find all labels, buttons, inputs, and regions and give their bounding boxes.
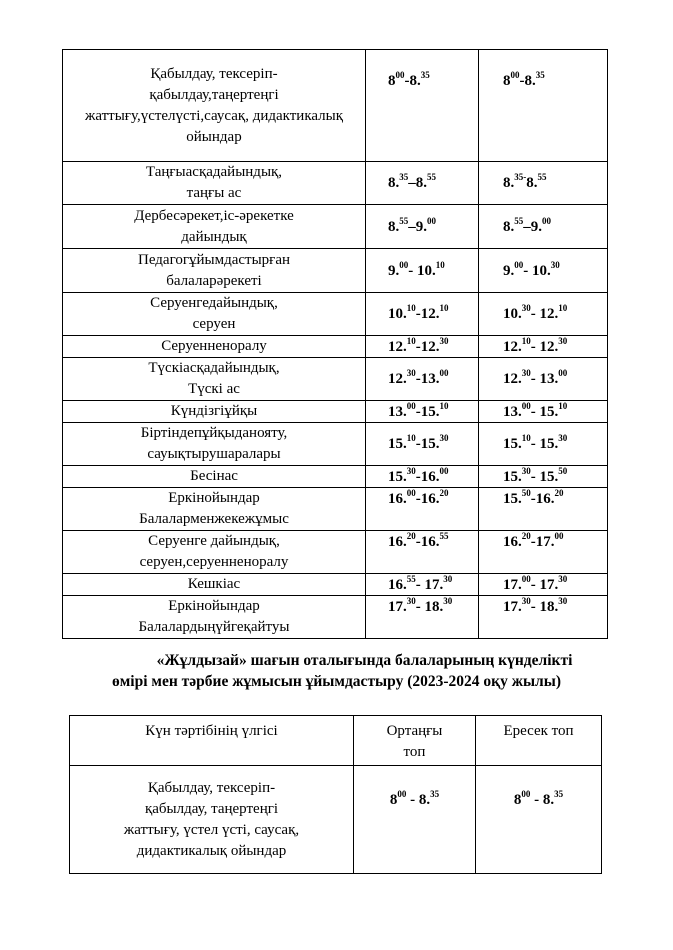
schedule-row [63, 596, 608, 639]
time-minutes: 55 [406, 574, 416, 584]
time-minutes: 30 [550, 259, 560, 270]
time-text: 15.50-16.20 [503, 488, 564, 507]
activity-line: Еркінойындар [168, 490, 260, 506]
time-text: 8.55–9.00 [503, 215, 551, 235]
time-minutes: 30 [406, 368, 416, 378]
activity-line: Серуенненоралу [161, 338, 267, 354]
time-minutes: 35 [554, 789, 564, 799]
time-minutes: 10 [521, 433, 531, 443]
activity-line: жаттығу,үстелүсті,саусақ, дидактикалық [84, 107, 344, 124]
time-minutes: 00 [427, 215, 436, 226]
activity-line: Таңғыасқадайындық, [145, 164, 283, 180]
senior-group-time [479, 423, 608, 466]
time-minutes: 35 [420, 70, 430, 80]
activity-cell [63, 293, 366, 336]
senior-group-time [479, 205, 608, 249]
time-minutes: 20 [521, 531, 531, 541]
time-minutes: 50 [558, 465, 568, 476]
time-minutes: 00 [521, 400, 531, 411]
activity-cell [63, 205, 366, 249]
time-minutes: 00 [439, 465, 449, 476]
time-text: 13.00- 15.10 [503, 400, 568, 420]
time-minutes: 30 [439, 335, 449, 346]
time-text: 9.00- 10.30 [503, 259, 560, 279]
schedule-row [63, 336, 608, 358]
header-middle-group [354, 716, 476, 766]
time-minutes: 30 [406, 465, 416, 476]
time-minutes: 30 [558, 335, 568, 346]
time-minutes: 55 [399, 215, 409, 226]
senior-group-time [479, 358, 608, 401]
time-minutes: 20 [554, 488, 564, 498]
activity-line: Кешкіас [187, 576, 241, 592]
schedule-row [63, 401, 608, 423]
activity-line: Балалардыңүйгеқайтуы [138, 619, 290, 635]
activity-line: серуен,серуенненоралу [139, 554, 289, 570]
schedule-row [63, 249, 608, 293]
middle-group-time [366, 531, 479, 574]
activity-line: Дербесәрекет,іс-әрекетке [134, 207, 294, 224]
middle-group-time [366, 488, 479, 531]
header-middle-group-text: Ортаңғы топ [386, 723, 443, 760]
activity-line: Түскі ас [188, 381, 240, 397]
activity-cell [63, 358, 366, 401]
activity-line: жаттығу, үстел үсті, саусақ, [123, 821, 300, 838]
middle-group-time [366, 50, 479, 162]
time-text: $8^{00}-8.35$ [388, 70, 430, 89]
middle-group-time [366, 249, 479, 293]
senior-group-time [479, 531, 608, 574]
time-text: 16.20-16.55 [388, 531, 449, 550]
time-minutes: 30 [521, 465, 531, 476]
middle-group-time [366, 401, 479, 423]
time-minutes: 30 [439, 433, 449, 443]
time-minutes: 00 [521, 574, 531, 584]
middle-group-time [354, 766, 476, 874]
activity-cell [63, 401, 366, 423]
time-minutes: 00 [406, 488, 416, 498]
schedule-row [63, 574, 608, 596]
section-heading-line-1: «Жұлдызай» шағын оталығында балаларының күнделікті [156, 652, 573, 669]
activity-line: Түскіасқадайындық, [148, 360, 280, 376]
senior-group-time [476, 766, 602, 874]
time-minutes: 00 [558, 368, 568, 378]
time-text: 13.00-15.10 [388, 400, 449, 420]
senior-group-time [479, 596, 608, 639]
time-minutes: 30 [443, 596, 453, 606]
header-senior-group: Ересек топ [476, 716, 602, 766]
activity-cell [63, 249, 366, 293]
time-text: $8^{00} - 8.35$ [389, 789, 440, 808]
activity-cell [63, 574, 366, 596]
activity-line: Балаларменжекежұмыс [139, 511, 289, 527]
time-minutes: 30 [558, 433, 568, 443]
time-minutes: 00 [439, 368, 449, 378]
middle-group-time [366, 423, 479, 466]
senior-group-time [479, 50, 608, 162]
schedule-row [63, 488, 608, 531]
time-minutes: 10 [521, 335, 531, 346]
middle-group-time [366, 293, 479, 336]
schedule-row [63, 50, 608, 162]
activity-line: ойындар [186, 128, 242, 145]
time-minutes: 00 [554, 531, 564, 541]
time-minutes: 10 [406, 433, 416, 443]
time-text: 8.$^{35-}$8.55 [503, 172, 547, 191]
time-text: $8^{00}-8.35$ [503, 70, 545, 89]
time-minutes: 00 [395, 70, 405, 80]
time-minutes: 00 [521, 789, 531, 799]
time-minutes: 55 [537, 172, 547, 182]
schedule-row [63, 293, 608, 336]
time-minutes: 30 [521, 596, 531, 606]
activity-cell [63, 531, 366, 574]
activity-line: Педагогұйымдастырған [137, 251, 291, 268]
time-text: 12.30-13.00 [388, 368, 449, 387]
activity-line: балаларәрекеті [166, 272, 262, 289]
schedule-row [63, 531, 608, 574]
activity-line: Серуенге дайындық, [148, 533, 280, 549]
time-text: 10.10-12.10 [388, 303, 449, 322]
middle-group-time [366, 574, 479, 596]
time-minutes: 00 [542, 215, 551, 226]
time-minutes: 00 [397, 789, 407, 799]
middle-group-time [366, 205, 479, 249]
time-minutes: 10 [439, 303, 449, 313]
time-text: $8^{00} - 8.35$ [513, 789, 564, 808]
time-minutes: 30 [443, 574, 453, 584]
activity-line: Қабылдау, тексеріп- [150, 65, 278, 82]
time-minutes: 35- [514, 172, 527, 182]
time-minutes: 00 [514, 259, 524, 270]
senior-group-time [479, 488, 608, 531]
section-heading [0, 650, 673, 692]
time-minutes: 35 [430, 789, 440, 799]
time-text: 15.10- 15.30 [503, 433, 568, 452]
time-minutes: 50 [521, 488, 531, 498]
time-minutes: 55 [427, 172, 436, 182]
activity-line: сауықтырушаралары [147, 446, 281, 462]
time-minutes: 35 [535, 70, 545, 80]
schedule-row [63, 162, 608, 205]
time-minutes: 10 [406, 303, 416, 313]
time-text: 15.10-15.30 [388, 433, 449, 452]
activity-cell [63, 162, 366, 205]
activity-line: дидактикалық ойындар [136, 842, 287, 859]
time-minutes: 55 [439, 531, 449, 541]
time-minutes: 20 [439, 488, 449, 498]
middle-group-time [366, 358, 479, 401]
senior-group-time [479, 466, 608, 488]
senior-group-time [479, 336, 608, 358]
activity-line: қабылдау, таңертеңгі [144, 800, 279, 817]
time-minutes: 00 [406, 400, 416, 411]
time-minutes: 30 [521, 368, 531, 378]
time-text: 15.30- 15.50 [503, 465, 568, 485]
time-minutes: 35 [399, 172, 409, 182]
time-minutes: 10 [558, 400, 568, 411]
time-text: 9.00- 10.10 [388, 259, 445, 279]
time-text: 15.30-16.00 [388, 465, 449, 485]
time-minutes: 20 [406, 531, 416, 541]
activity-cell [63, 336, 366, 358]
activity-cell [63, 466, 366, 488]
activity-line: дайындық [181, 228, 247, 245]
schedule-row [63, 358, 608, 401]
time-minutes: 00 [510, 70, 520, 80]
schedule-row [63, 466, 608, 488]
daily-schedule-table [62, 49, 608, 639]
time-text: 16.00-16.20 [388, 488, 449, 507]
middle-group-time [366, 466, 479, 488]
time-minutes: 30 [558, 574, 568, 584]
activity-cell [63, 488, 366, 531]
activity-cell [70, 766, 354, 874]
time-text: 12.30- 13.00 [503, 368, 568, 387]
time-text: 16.20-17.00 [503, 531, 564, 550]
time-text: 16.55- 17.30 [388, 574, 453, 593]
middle-group-time [366, 336, 479, 358]
activity-line: Еркінойындар [168, 598, 260, 614]
time-text: 10.30- 12.10 [503, 303, 568, 322]
activity-cell [63, 50, 366, 162]
senior-group-time [479, 293, 608, 336]
senior-group-time [479, 574, 608, 596]
time-minutes: 00 [399, 259, 409, 270]
schedule-row [70, 766, 602, 874]
activity-cell [63, 596, 366, 639]
activity-line: таңғы ас [186, 185, 242, 201]
time-minutes: 10 [558, 303, 568, 313]
header-row [70, 716, 602, 766]
activity-line: Серуенгедайындық, [150, 295, 278, 311]
time-minutes: 30 [558, 596, 568, 606]
time-minutes: 10 [406, 335, 416, 346]
schedule-row [63, 205, 608, 249]
activity-line: Біртіндепұйқыданояту, [140, 425, 288, 441]
activity-line: серуен [192, 316, 236, 332]
senior-group-time [479, 401, 608, 423]
activity-line: Қабылдау, тексеріп- [147, 779, 276, 796]
senior-group-time [479, 162, 608, 205]
time-text: 17.00- 17.30 [503, 574, 568, 593]
time-text: 17.30- 18.30 [388, 596, 453, 615]
time-text: 8.55–9.00 [388, 215, 436, 235]
time-minutes: 55 [514, 215, 524, 226]
section-heading-line-2: өмірі мен тәрбие жұмысын ұйымдастыру (2023-2024 оқу жылы) [111, 673, 561, 690]
time-text: 12.10-12.30 [388, 335, 449, 355]
activity-line: Бесінас [190, 468, 238, 484]
senior-group-time [479, 249, 608, 293]
middle-group-time [366, 162, 479, 205]
time-minutes: 10 [435, 259, 445, 270]
time-minutes: 30 [521, 303, 531, 313]
activity-cell [63, 423, 366, 466]
schedule-row [63, 423, 608, 466]
activity-line: Күндізгіұйқы [170, 403, 258, 419]
time-minutes: 10 [439, 400, 449, 411]
middle-group-time [366, 596, 479, 639]
time-text: 17.30- 18.30 [503, 596, 568, 615]
header-schedule: Күн тәртібінің үлгісі [70, 716, 354, 766]
time-text: 12.10- 12.30 [503, 335, 568, 355]
activity-line: қабылдау,таңертеңгі [149, 86, 279, 103]
time-text: 8.35–8.55 [388, 172, 436, 191]
time-minutes: 30 [406, 596, 416, 606]
daily-schedule-sample-table [69, 715, 602, 874]
